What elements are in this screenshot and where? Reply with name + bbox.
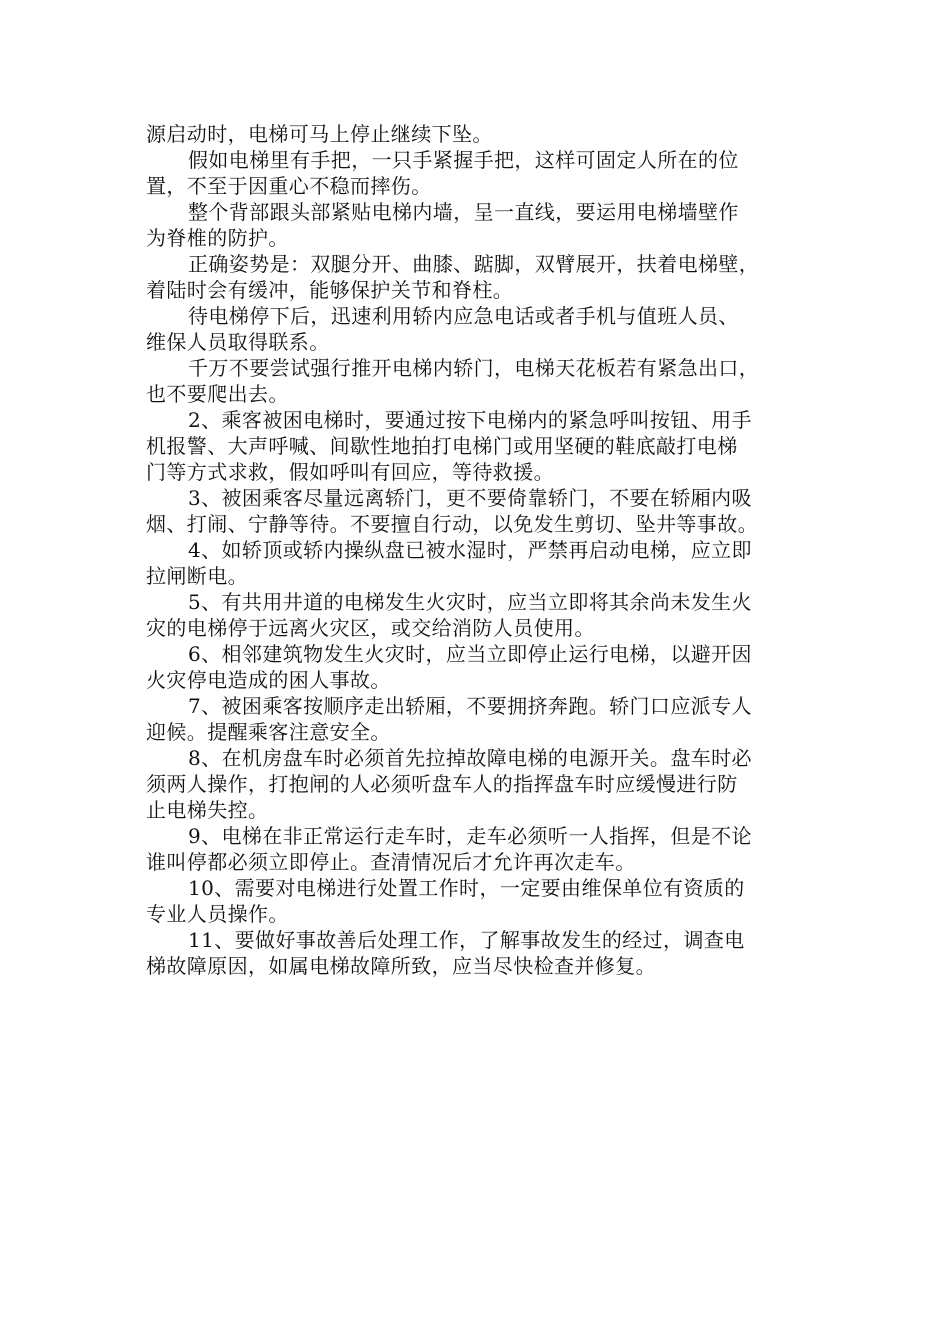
body-text (146, 121, 810, 979)
text-line: 梯故障原因，如属电梯故障所致，应当尽快检查并修复。 (146, 954, 656, 978)
text-line: 烟、打闹、宁静等待。不要擅自行动，以免发生剪切、坠井等事故。 (146, 512, 758, 536)
text-line: 止电梯失控。 (146, 798, 269, 822)
text-line: 10、需要对电梯进行处置工作时，一定要由维保单位有资质的 (188, 876, 745, 900)
text-line: 机报警、大声呼喊、间歇性地拍打电梯门或用坚硬的鞋底敲打电梯 (146, 434, 738, 458)
text-line: 4、如轿顶或轿内操纵盘已被水湿时，严禁再启动电梯，应立即 (188, 538, 752, 562)
text-line: 也不要爬出去。 (146, 382, 289, 406)
text-line: 整个背部跟头部紧贴电梯内墙，呈一直线，要运用电梯墙壁作 (188, 200, 739, 224)
text-line: 7、被困乘客按顺序走出轿厢，不要拥挤奔跑。轿门口应派专人 (188, 694, 752, 718)
text-line: 置，不至于因重心不稳而摔伤。 (146, 174, 432, 198)
text-line: 火灾停电造成的困人事故。 (146, 668, 391, 692)
text-line: 灾的电梯停于远离火灾区，或交给消防人员使用。 (146, 616, 595, 640)
text-line: 8、在机房盘车时必须首先拉掉故障电梯的电源开关。盘车时必 (188, 746, 752, 770)
text-line: 5、有共用井道的电梯发生火灾时，应当立即将其余尚未发生火 (188, 590, 752, 614)
text-line: 千万不要尝试强行推开电梯内轿门，电梯天花板若有紧急出口， (188, 356, 760, 380)
text-line: 专业人员操作。 (146, 902, 289, 926)
text-line: 2、乘客被困电梯时，要通过按下电梯内的紧急呼叫按钮、用手 (188, 408, 752, 432)
text-line: 为脊椎的防护。 (146, 226, 289, 250)
text-line: 3、被困乘客尽量远离轿门，更不要倚靠轿门，不要在轿厢内吸 (188, 486, 752, 510)
text-line: 待电梯停下后，迅速利用轿内应急电话或者手机与值班人员、 (188, 304, 739, 328)
text-line: 迎候。提醒乘客注意安全。 (146, 720, 391, 744)
text-line: 源启动时，电梯可马上停止继续下坠。 (146, 122, 493, 146)
text-line: 9、电梯在非正常运行走车时，走车必须听一人指挥，但是不论 (188, 824, 752, 848)
text-line: 假如电梯里有手把，一只手紧握手把，这样可固定人所在的位 (188, 148, 739, 172)
text-line: 11、要做好事故善后处理工作，了解事故发生的经过，调查电 (188, 928, 745, 952)
text-line: 正确姿势是：双腿分开、曲膝、踮脚，双臂展开，扶着电梯壁， (188, 252, 760, 276)
text-line: 须两人操作，打抱闸的人必须听盘车人的指挥盘车时应缓慢进行防 (146, 772, 738, 796)
text-line: 拉闸断电。 (146, 564, 248, 588)
text-line: 谁叫停都必须立即停止。查清情况后才允许再次走车。 (146, 850, 636, 874)
text-line: 门等方式求救，假如呼叫有回应，等待救援。 (146, 460, 554, 484)
text-line: 着陆时会有缓冲，能够保护关节和脊柱。 (146, 278, 514, 302)
text-line: 6、相邻建筑物发生火灾时，应当立即停止运行电梯，以避开因 (188, 642, 752, 666)
text-line: 维保人员取得联系。 (146, 330, 330, 354)
